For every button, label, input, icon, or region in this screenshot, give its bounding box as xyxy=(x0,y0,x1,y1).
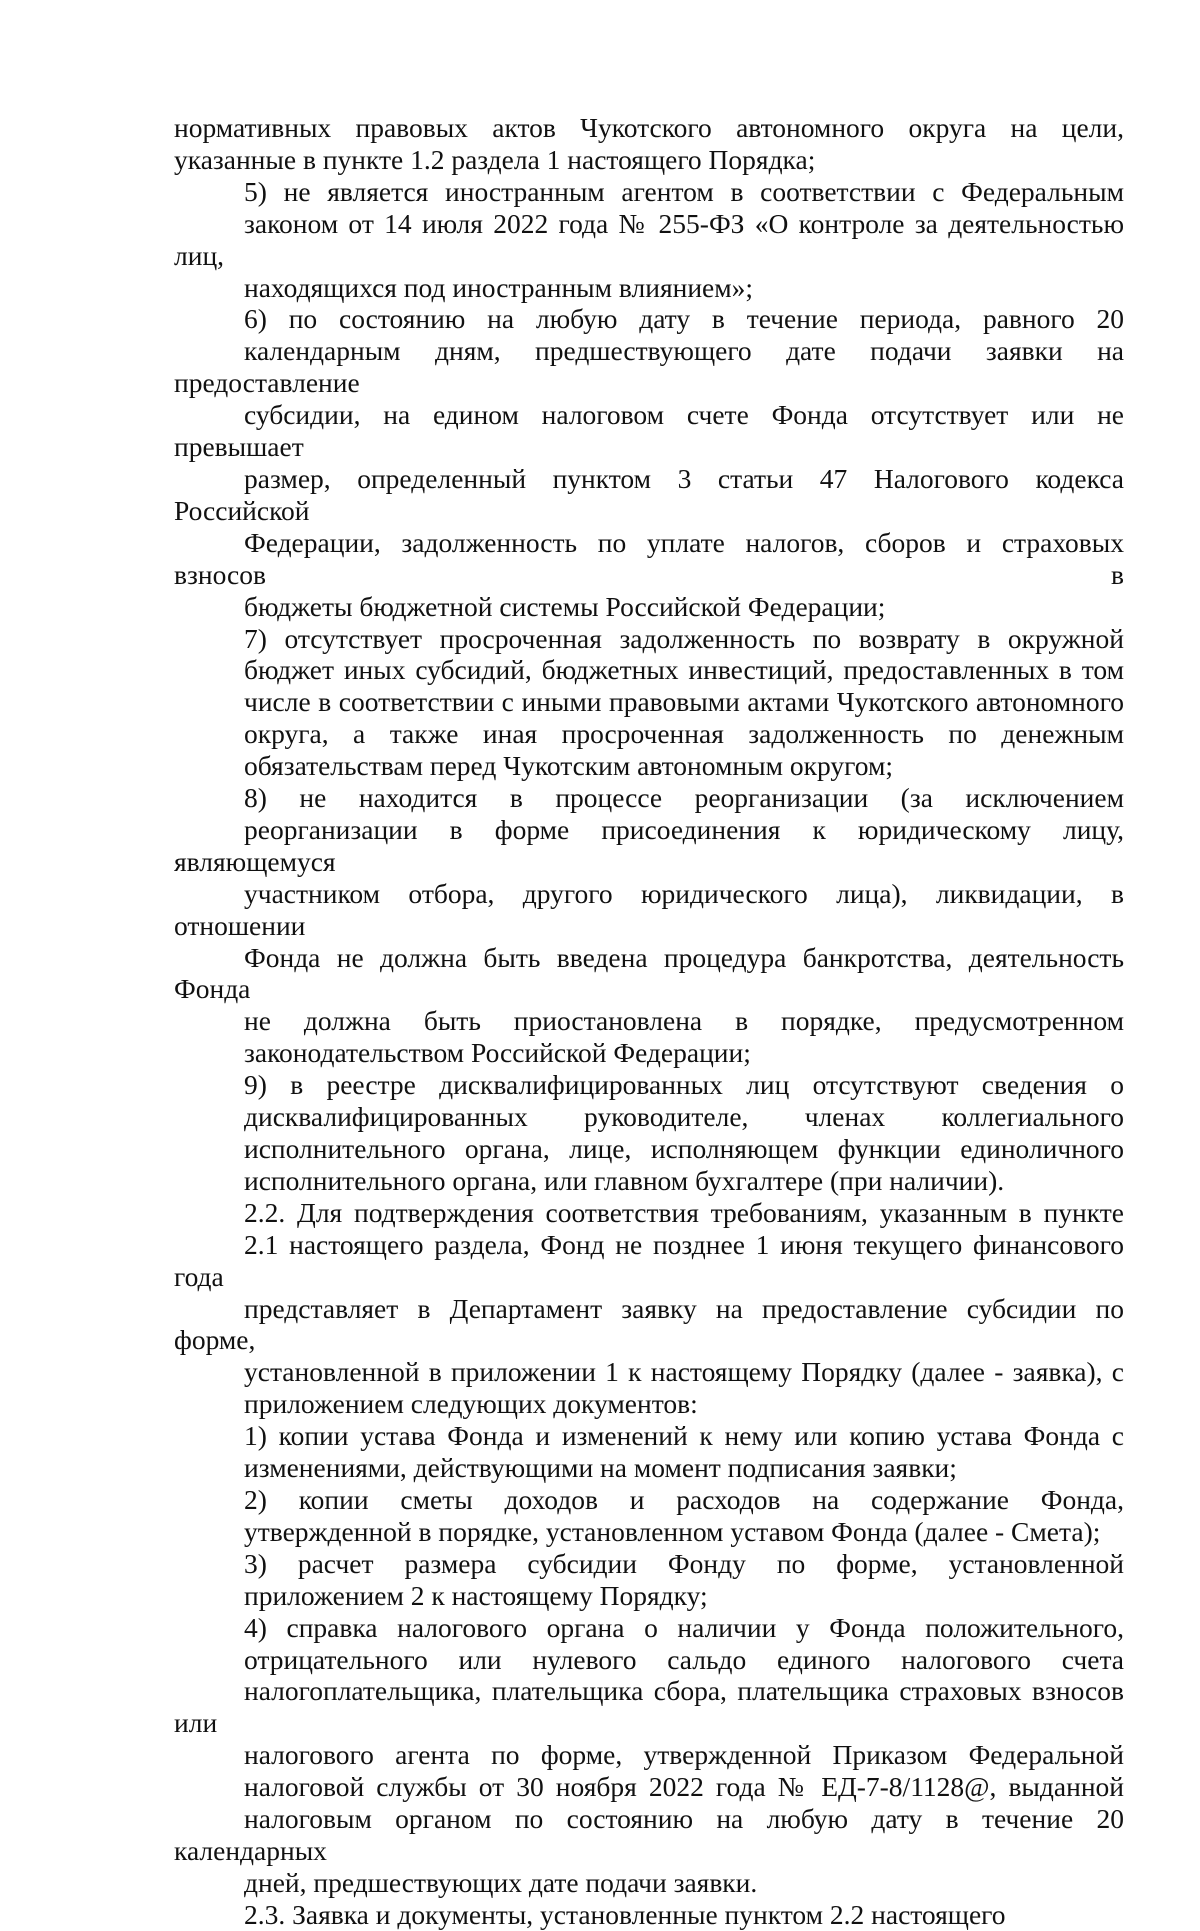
text-line: размер, определенный пунктом 3 статьи 47 Налогового кодекса Российской xyxy=(174,462,1124,526)
text-line: 1) копии устава Фонда и изменений к нему или копию устава Фонда с xyxy=(244,1420,1124,1452)
text-line: исполнительного органа, или главном бухгалтере (при наличии). xyxy=(244,1164,1005,1196)
text-line: дней, предшествующих дате подачи заявки. xyxy=(244,1866,758,1898)
text-line: реорганизации в форме присоединения к юридическому лицу, являющемуся xyxy=(174,813,1124,877)
text-line: 2.3. Заявка и документы, установленные пунктом 2.2 настоящего xyxy=(244,1898,1006,1930)
text-line: налоговым органом по состоянию на любую дату в течение 20 календарных xyxy=(174,1803,1124,1866)
text-line: отрицательного или нулевого сальдо единого налогового счета xyxy=(244,1643,1124,1675)
text-line: дисквалифицированных руководителе, членах коллегиального xyxy=(244,1101,1124,1133)
text-line: законодательством Российской Федерации; xyxy=(244,1037,751,1069)
text-line: 2.1 настоящего раздела, Фонд не позднее 1 июня текущего финансового года xyxy=(174,1228,1124,1292)
text-line: 4) справка налогового органа о наличии у Фонда положительного, xyxy=(244,1611,1124,1643)
paragraph xyxy=(174,176,1124,304)
text-line: указанные в пункте 1.2 раздела 1 настоящего Порядка; xyxy=(174,143,816,175)
text-line: налоговой службы от 30 ноября 2022 года № ЕД-7-8/1128@, выданной xyxy=(244,1771,1124,1803)
text-line: календарным дням, предшествующего дате подачи заявки на предоставление xyxy=(174,335,1124,399)
text-line: 6) по состоянию на любую дату в течение периода, равного 20 xyxy=(244,303,1124,335)
paragraph xyxy=(174,623,1124,783)
text-line: участником отбора, другого юридического лица), ликвидации, в отношении xyxy=(174,877,1124,941)
text-line: представляет в Департамент заявку на предоставление субсидии по форме, xyxy=(174,1292,1124,1356)
text-line: 8) не находится в процессе реорганизации (за исключением xyxy=(244,782,1124,814)
text-line: 7) отсутствует просроченная задолженность по возврату в окружной xyxy=(244,622,1124,654)
text-line: округа, а также иная просроченная задолженность по денежным xyxy=(244,718,1124,750)
text-line: находящихся под иностранным влиянием»; xyxy=(244,271,754,303)
text-line: приложением следующих документов: xyxy=(244,1388,698,1420)
document-body xyxy=(174,112,1124,1931)
text-line: 9) в реестре дисквалифицированных лиц отсутствуют сведения о xyxy=(244,1069,1124,1101)
paragraph xyxy=(174,782,1124,1069)
text-line: бюджет иных субсидий, бюджетных инвестиций, предоставленных в том xyxy=(244,654,1124,686)
text-line: Фонда не должна быть введена процедура банкротства, деятельность Фонда xyxy=(174,941,1124,1005)
text-line: бюджеты бюджетной системы Российской Федерации; xyxy=(244,590,886,622)
text-line: субсидии, на едином налоговом счете Фонда отсутствует или не превышает xyxy=(174,399,1124,463)
paragraph xyxy=(174,1484,1124,1548)
paragraph xyxy=(174,303,1124,622)
text-line: Федерации, задолженность по уплате налогов, сборов и страховых взносов в xyxy=(174,526,1124,590)
text-line: приложением 2 к настоящему Порядку; xyxy=(244,1579,708,1611)
paragraph xyxy=(174,1899,1124,1931)
text-line: исполнительного органа, лице, исполняющем функции единоличного xyxy=(244,1133,1124,1164)
paragraph xyxy=(174,1420,1124,1484)
text-line: налогового агента по форме, утвержденной Приказом Федеральной xyxy=(244,1739,1124,1771)
text-line: нормативных правовых актов Чукотского автономного округа на цели, xyxy=(174,112,1124,143)
text-line: утвержденной в порядке, установленном уставом Фонда (далее - Смета); xyxy=(244,1515,1101,1547)
text-line: установленной в приложении 1 к настоящему Порядку (далее - заявка), с xyxy=(244,1356,1124,1388)
paragraph xyxy=(174,1548,1124,1612)
text-line: 3) расчет размера субсидии Фонду по форме, установленной xyxy=(244,1547,1124,1579)
text-line: 5) не является иностранным агентом в соответствии с Федеральным xyxy=(244,175,1124,207)
text-line: налогоплательщика, плательщика сбора, плательщика страховых взносов или xyxy=(174,1675,1124,1739)
paragraph xyxy=(174,112,1124,176)
text-line: 2) копии сметы доходов и расходов на содержание Фонда, xyxy=(244,1483,1124,1515)
text-line: изменениями, действующими на момент подписания заявки; xyxy=(244,1452,957,1484)
text-line: не должна быть приостановлена в порядке, предусмотренном xyxy=(244,1005,1124,1037)
text-line: 2.2. Для подтверждения соответствия требованиям, указанным в пункте xyxy=(244,1196,1124,1228)
text-line: обязательствам перед Чукотским автономным округом; xyxy=(244,750,893,782)
text-line: числе в соответствии с иными правовыми актами Чукотского автономного xyxy=(244,686,1124,718)
paragraph xyxy=(174,1197,1124,1420)
paragraph xyxy=(174,1069,1124,1197)
paragraph xyxy=(174,1612,1124,1899)
text-line: законом от 14 июля 2022 года № 255-ФЗ «О контроле за деятельностью лиц, xyxy=(174,207,1124,271)
